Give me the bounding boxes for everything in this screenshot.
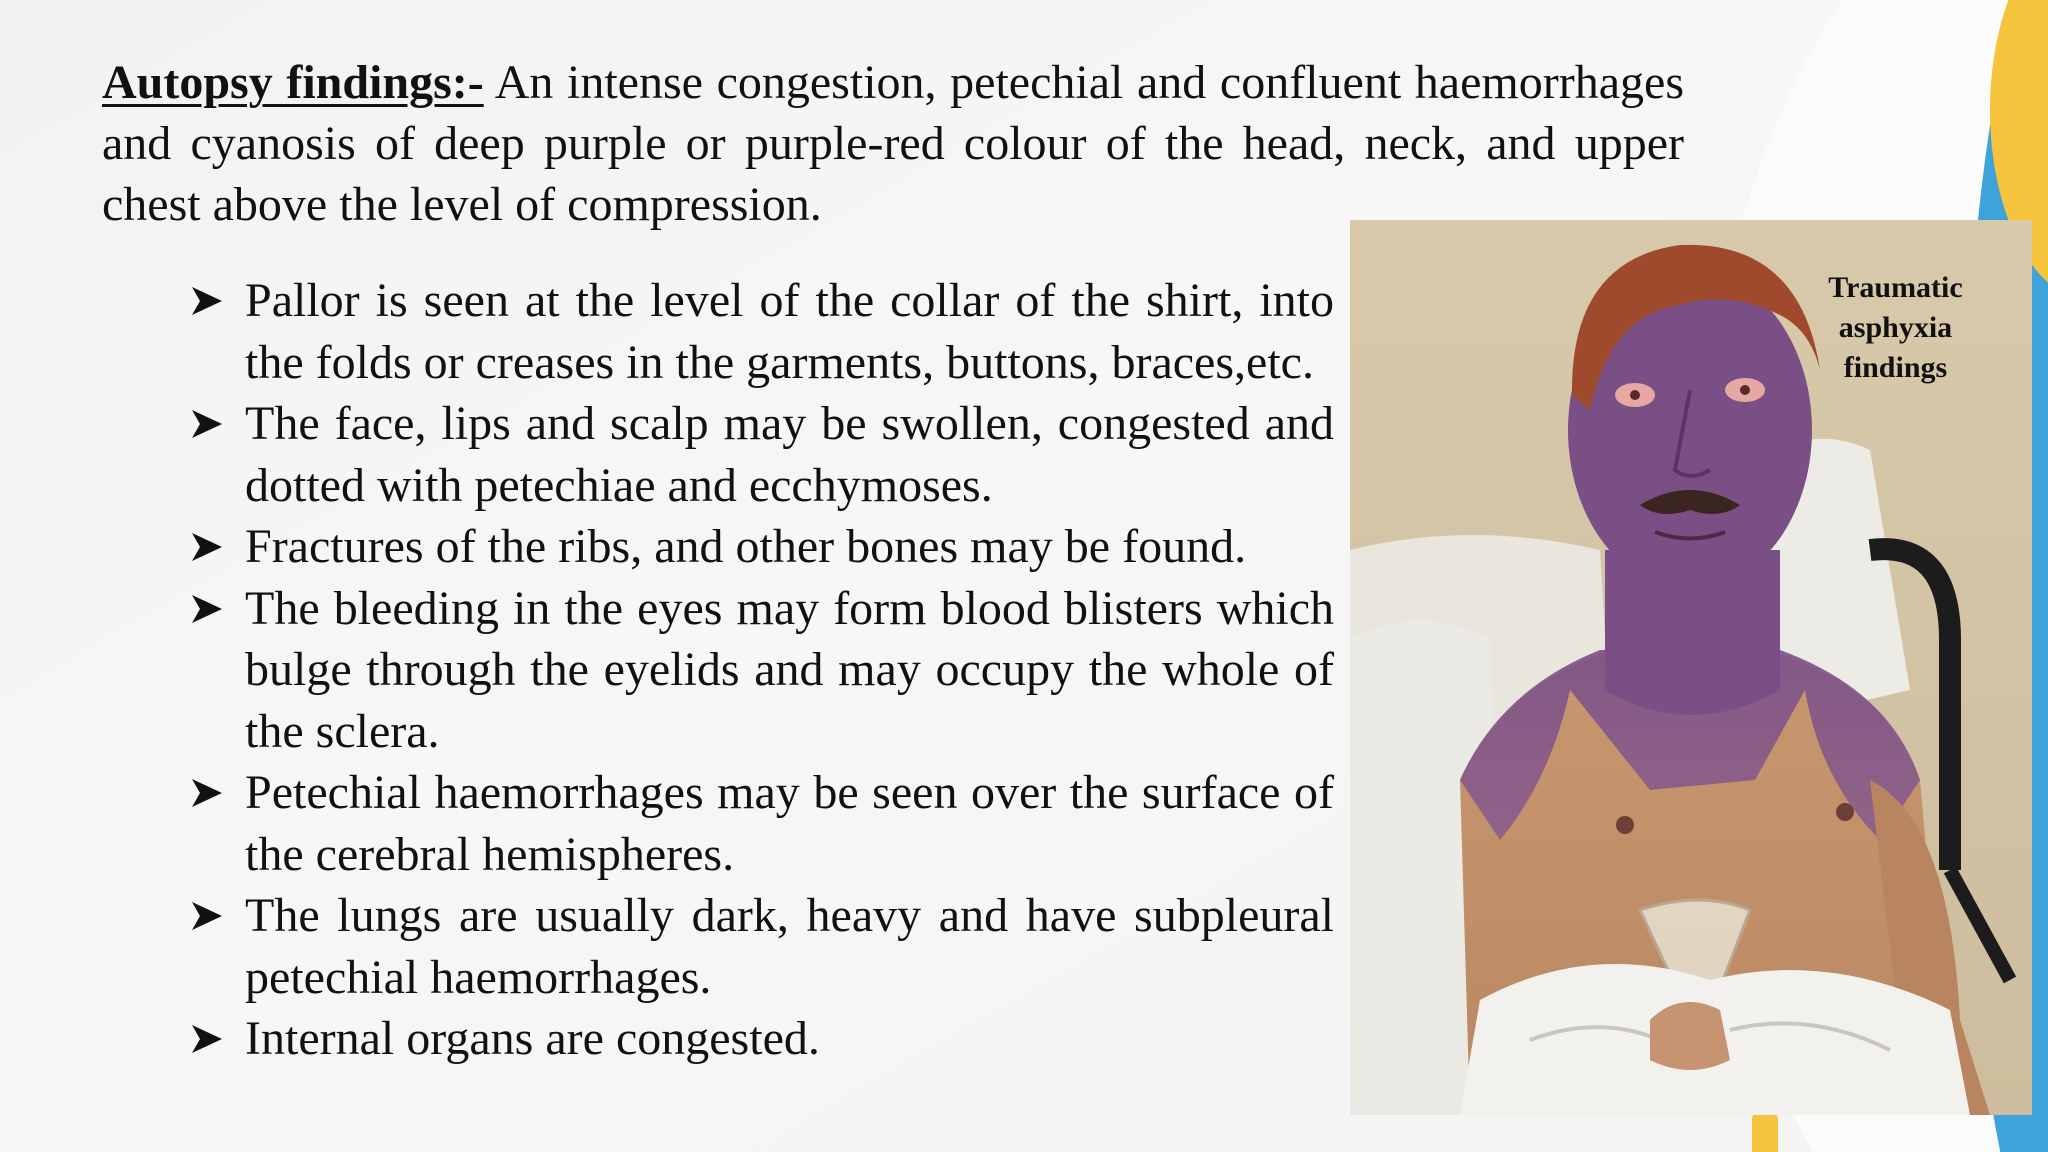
list-item-text: Petechial haemorrhages may be seen over the surface of the cerebral hemispheres. xyxy=(245,766,1334,881)
list-item xyxy=(190,393,1334,516)
list-item xyxy=(190,270,1334,393)
list-item-text: The bleeding in the eyes may form blood blisters which bulge through the eyelids and may occupy the whole of the sclera. xyxy=(245,581,1334,758)
list-item-text: Internal organs are congested. xyxy=(245,1012,820,1065)
section-heading: Autopsy findings:- xyxy=(102,56,484,109)
arrow-bullet-icon xyxy=(190,1008,230,1069)
list-item-text: The lungs are usually dark, heavy and have subpleural petechial haemorrhages. xyxy=(245,889,1334,1004)
list-item xyxy=(190,516,1334,578)
findings-list xyxy=(190,270,1334,1070)
intro-text: An intense congestion, petechial and confluent haemorrhages and cyanosis of deep purple or purple-red colour of the head, neck, and upper chest above the level of compression. xyxy=(102,56,1685,231)
illustration-caption: Traumatic asphyxia findings xyxy=(1828,271,1963,384)
list-item-text: The face, lips and scalp may be swollen, congested and dotted with petechiae and ecchymoses. xyxy=(245,397,1334,512)
intro-paragraph xyxy=(102,52,1684,235)
arrow-bullet-icon xyxy=(190,270,230,331)
arrow-bullet-icon xyxy=(190,762,230,823)
arrow-bullet-icon xyxy=(190,393,230,454)
list-item xyxy=(190,578,1334,763)
list-item-text: Fractures of the ribs, and other bones may be found. xyxy=(245,520,1247,573)
list-item xyxy=(190,885,1334,1008)
list-item xyxy=(190,1008,1334,1070)
list-item-text: Pallor is seen at the level of the collar of the shirt, into the folds or creases in the garments, buttons, braces,etc. xyxy=(245,274,1334,389)
arrow-bullet-icon xyxy=(190,578,230,639)
arrow-bullet-icon xyxy=(190,885,230,946)
list-item xyxy=(190,762,1334,885)
decorative-yellow-accent xyxy=(1752,1110,1778,1152)
arrow-bullet-icon xyxy=(190,516,230,577)
